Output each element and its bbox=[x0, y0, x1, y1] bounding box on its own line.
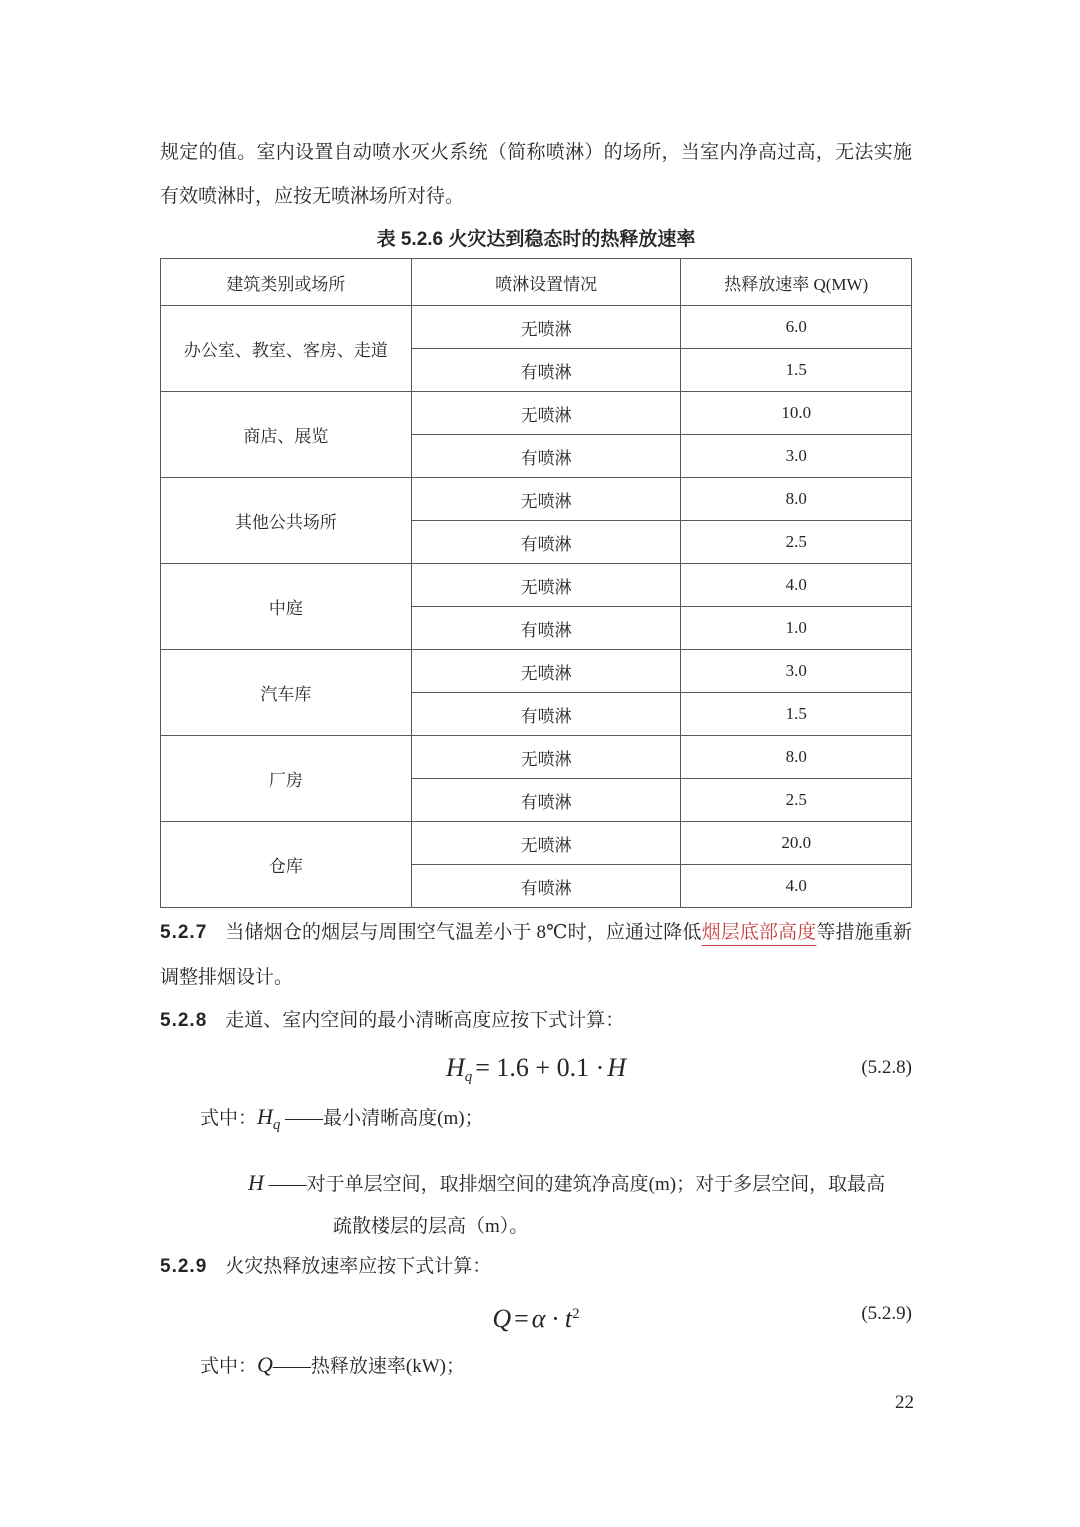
math-operator: = bbox=[514, 1304, 529, 1333]
spray-cell: 有喷淋 bbox=[411, 865, 681, 908]
spray-cell: 无喷淋 bbox=[411, 736, 681, 779]
section-5-2-9-heading bbox=[160, 1246, 912, 1288]
section-text: 火灾热释放速率应按下式计算： bbox=[225, 1256, 492, 1277]
table-row bbox=[161, 392, 912, 435]
spray-cell: 有喷淋 bbox=[411, 693, 681, 736]
category-cell: 其他公共场所 bbox=[161, 478, 412, 564]
math-operator: = 1.6 + 0.1 · bbox=[475, 1053, 605, 1082]
spray-cell: 无喷淋 bbox=[411, 306, 681, 349]
q-value-cell: 3.0 bbox=[681, 435, 912, 478]
where-clause-528-h-continued: 疏散楼层的层高（m）。 bbox=[333, 1216, 529, 1237]
spray-cell: 无喷淋 bbox=[411, 822, 681, 865]
math-superscript: 2 bbox=[572, 1306, 580, 1322]
where-clause-528 bbox=[200, 1096, 912, 1146]
q-value-cell: 1.5 bbox=[681, 349, 912, 392]
where-prefix: 式中： bbox=[200, 1356, 258, 1377]
math-var: Q bbox=[492, 1304, 512, 1333]
category-cell: 中庭 bbox=[161, 564, 412, 650]
math-var: H bbox=[248, 1170, 264, 1195]
section-5-2-7 bbox=[160, 910, 912, 1000]
where-description: ——热释放速率(kW)； bbox=[272, 1356, 465, 1377]
spray-cell: 有喷淋 bbox=[411, 349, 681, 392]
q-value-cell: 4.0 bbox=[681, 564, 912, 607]
table-row bbox=[161, 736, 912, 779]
table-row bbox=[161, 822, 912, 865]
q-value-cell: 8.0 bbox=[681, 736, 912, 779]
col-header-building-type: 建筑类别或场所 bbox=[161, 259, 412, 306]
table-row bbox=[161, 478, 912, 521]
q-value-cell: 8.0 bbox=[681, 478, 912, 521]
equation-5-2-8 bbox=[160, 1046, 912, 1090]
category-cell: 仓库 bbox=[161, 822, 412, 908]
where-description: ——最小清晰高度(m)； bbox=[280, 1108, 484, 1129]
category-cell: 汽车库 bbox=[161, 650, 412, 736]
math-subscript: q bbox=[272, 1117, 281, 1133]
spray-cell: 无喷淋 bbox=[411, 392, 681, 435]
col-header-heat-release-rate: 热释放速率 Q(MW) bbox=[681, 259, 912, 306]
q-value-cell: 4.0 bbox=[681, 865, 912, 908]
equation-number: (5.2.8) bbox=[861, 1057, 912, 1078]
spray-cell: 有喷淋 bbox=[411, 607, 681, 650]
spray-cell: 无喷淋 bbox=[411, 564, 681, 607]
category-cell: 商店、展览 bbox=[161, 392, 412, 478]
table-row bbox=[161, 650, 912, 693]
math-var: Q bbox=[257, 1352, 273, 1377]
q-value-cell: 1.0 bbox=[681, 607, 912, 650]
section-number: 5.2.8 bbox=[160, 1010, 208, 1031]
section-text: 等措施重新调整排烟设计。 bbox=[160, 922, 912, 988]
where-prefix: 式中： bbox=[200, 1108, 258, 1129]
spray-cell: 有喷淋 bbox=[411, 779, 681, 822]
q-value-cell: 1.5 bbox=[681, 693, 912, 736]
where-clause-529 bbox=[200, 1344, 912, 1388]
q-value-cell: 10.0 bbox=[681, 392, 912, 435]
section-text: 走道、室内空间的最小清晰高度应按下式计算： bbox=[225, 1010, 625, 1031]
q-value-cell: 2.5 bbox=[681, 779, 912, 822]
equation-number: (5.2.9) bbox=[861, 1303, 912, 1324]
math-var: H bbox=[257, 1104, 273, 1129]
spray-cell: 无喷淋 bbox=[411, 478, 681, 521]
col-header-sprinkler-condition: 喷淋设置情况 bbox=[411, 259, 681, 306]
math-var: α · t bbox=[531, 1304, 573, 1333]
formula-minimum-clear-height bbox=[445, 1053, 627, 1085]
math-subscript: q bbox=[464, 1069, 473, 1085]
table-header-row bbox=[161, 259, 912, 306]
where-clause-528-h bbox=[248, 1162, 912, 1206]
q-value-cell: 6.0 bbox=[681, 306, 912, 349]
q-value-cell: 2.5 bbox=[681, 521, 912, 564]
q-value-cell: 20.0 bbox=[681, 822, 912, 865]
spray-cell: 有喷淋 bbox=[411, 435, 681, 478]
table-row bbox=[161, 564, 912, 607]
math-var: H bbox=[445, 1053, 465, 1082]
category-cell: 办公室、教室、客房、走道 bbox=[161, 306, 412, 392]
section-number: 5.2.9 bbox=[160, 1256, 208, 1277]
spray-cell: 有喷淋 bbox=[411, 521, 681, 564]
page-content bbox=[160, 131, 912, 1388]
category-cell: 厂房 bbox=[161, 736, 412, 822]
page-number: 22 bbox=[895, 1392, 914, 1413]
section-5-2-8-heading bbox=[160, 1000, 912, 1042]
q-value-cell: 3.0 bbox=[681, 650, 912, 693]
intro-paragraph: 规定的值。室内设置自动喷水灭火系统（简称喷淋）的场所，当室内净高过高，无法实施有效喷淋时，应按无喷淋场所对待。 bbox=[160, 142, 912, 207]
spray-cell: 无喷淋 bbox=[411, 650, 681, 693]
formula-heat-release-rate bbox=[492, 1304, 579, 1333]
section-number: 5.2.7 bbox=[160, 922, 208, 943]
equation-5-2-9 bbox=[160, 1292, 912, 1336]
math-var: H bbox=[607, 1053, 627, 1082]
table-title: 表 5.2.6 火灾达到稳态时的热释放速率 bbox=[376, 229, 696, 250]
heat-release-rate-table bbox=[160, 258, 912, 908]
where-description: ——对于单层空间，取排烟空间的建筑净高度(m)；对于多层空间，取最高 bbox=[263, 1174, 886, 1195]
section-text: 当储烟仓的烟层与周围空气温差小于 8℃时，应通过降低 bbox=[225, 922, 702, 943]
table-row bbox=[161, 306, 912, 349]
highlighted-term: 烟层底部高度 bbox=[701, 922, 817, 943]
